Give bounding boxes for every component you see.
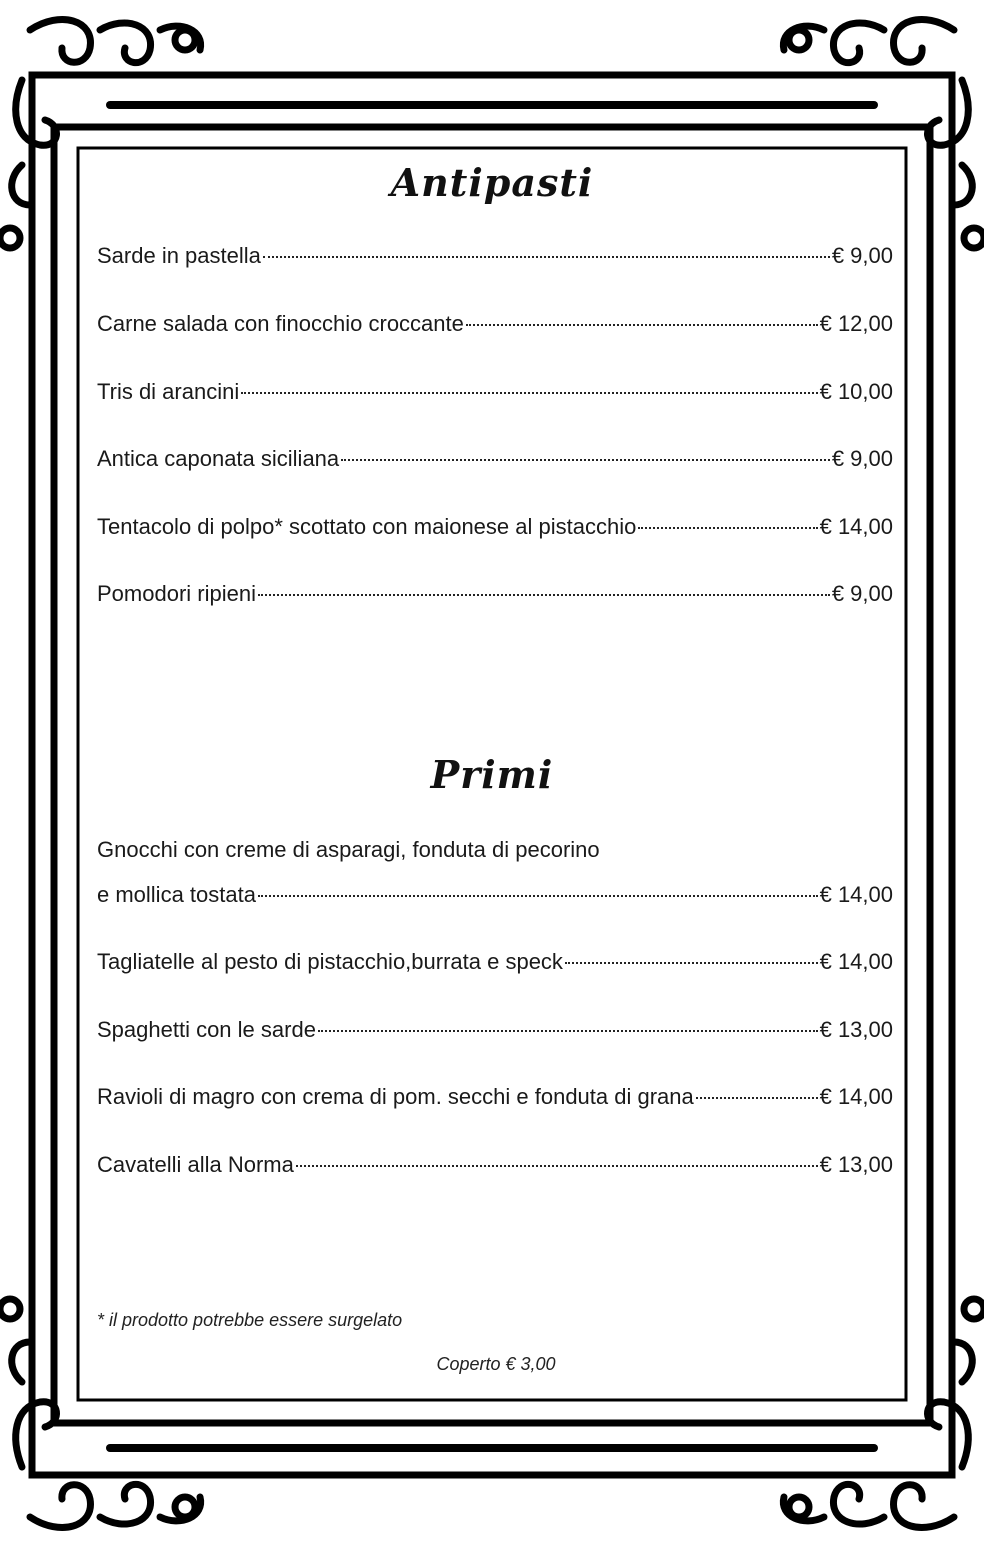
menu-item	[97, 445, 893, 473]
item-name: Spaghetti con le sarde	[97, 1017, 316, 1042]
dot-leader	[565, 962, 818, 964]
menu-item	[97, 1151, 893, 1179]
item-price: € 10,00	[819, 379, 893, 404]
menu-item	[97, 1083, 893, 1111]
item-price: € 13,00	[819, 1152, 893, 1177]
item-price: € 9,00	[831, 243, 893, 268]
item-name: Ravioli di magro con crema di pom. secchi e fonduta di grana	[97, 1084, 694, 1109]
menu-item	[97, 310, 893, 338]
menu-item	[97, 580, 893, 608]
item-name: Tentacolo di polpo* scottato con maionese al pistacchio	[97, 514, 637, 539]
item-name: Carne salada con finocchio croccante	[97, 311, 464, 336]
item-price: € 14,00	[819, 949, 893, 974]
item-price: € 12,00	[819, 311, 893, 336]
item-name: Cavatelli alla Norma	[97, 1152, 294, 1177]
primi-title: Primi	[430, 752, 554, 797]
item-name: Pomodori ripieni	[97, 581, 256, 606]
item-name: e mollica tostata	[97, 882, 256, 907]
dot-leader	[263, 256, 830, 258]
item-name: Tris di arancini	[97, 379, 240, 404]
dot-leader	[258, 594, 830, 596]
item-name: Sarde in pastella	[97, 243, 261, 268]
item-price: € 14,00	[819, 882, 893, 907]
item-price: € 14,00	[819, 514, 893, 539]
menu-item	[97, 1016, 893, 1044]
antipasti-title: Antipasti	[390, 160, 594, 205]
menu-item	[97, 513, 893, 541]
item-name: Tagliatelle al pesto di pistacchio,burrata e speck	[97, 949, 563, 974]
frozen-product-note: * il prodotto potrebbe essere surgelato	[97, 1310, 403, 1330]
item-price: € 9,00	[831, 581, 893, 606]
menu-item	[97, 242, 893, 270]
dot-leader	[318, 1030, 818, 1032]
dot-leader	[466, 324, 818, 326]
dot-leader	[341, 459, 830, 461]
item-price: € 9,00	[831, 446, 893, 471]
item-price: € 14,00	[819, 1084, 893, 1109]
dot-leader	[696, 1097, 818, 1099]
cover-charge: Coperto € 3,00	[436, 1354, 556, 1374]
item-name-line: Gnocchi con creme di asparagi, fonduta di pecorino	[97, 837, 600, 862]
dot-leader	[638, 527, 817, 529]
dot-leader	[296, 1165, 818, 1167]
menu-item	[97, 378, 893, 406]
dot-leader	[258, 895, 818, 897]
item-price: € 13,00	[819, 1017, 893, 1042]
dot-leader	[241, 392, 817, 394]
item-name: Antica caponata siciliana	[97, 446, 340, 471]
menu-item	[97, 948, 893, 976]
menu-item	[97, 881, 893, 909]
